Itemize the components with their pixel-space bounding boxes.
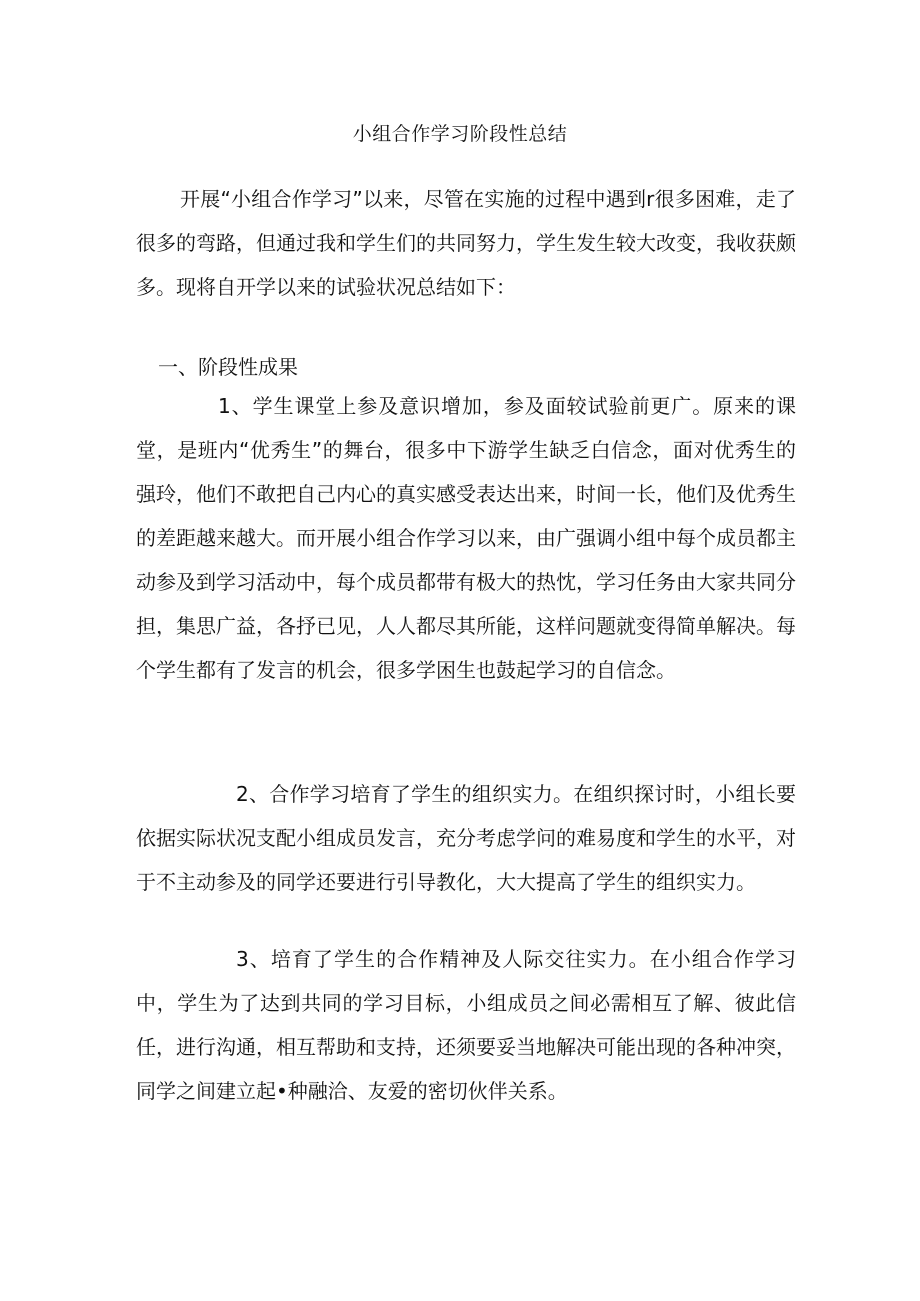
result-item-3: 3、培育了学生的合作精神及人际交往实力。在小组合作学习中，学生为了达到共同的学习目标，小组成员之间必需相互了解、彼此信任，进行沟通，相互帮助和支持，还须要妥当地解决可能出现的各种冲突，同学之间建立起•种融洽、友爱的密切伙伴关系。 bbox=[136, 947, 796, 1103]
document-title: 小组合作学习阶段性总结 bbox=[352, 123, 568, 145]
result-item-2: 2、合作学习培育了学生的组织实力。在组织探讨时，小组长要依据实际状况支配小组成员发言，充分考虑学问的难易度和学生的水平，对于不主动参及的同学还要进行引导教化，大大提高了学生的组织实力。 bbox=[136, 782, 796, 894]
result-item-1: 1、学生课堂上参及意识增加，参及面较试验前更广。原来的课堂，是班内“优秀生”的舞台，很多中下游学生缺乏白信念，面对优秀生的强玲，他们不敢把自己内心的真实感受表达出来，时间一长，他们及优秀生的差距越来越大。而开展小组合作学习以来，由广强调小组中每个成员都主动参及到学习活动中，每个成员都带有极大的热忱，学习任务由大家共同分担，集思广益，各抒已见，人人都尽其所能，这样问题就变得简单解决。每个学生都有了发言的机会，很多学困生也鼓起学习的自信念。 bbox=[136, 394, 796, 682]
section-heading: 一、阶段性成果 bbox=[158, 355, 298, 379]
intro-paragraph: 开展“小组合作学习”以来，尽管在实施的过程中遇到r很多困难，走了很多的弯路，但通过我和学生们的共同努力，学生发生较大改变，我收获颇多。现将自开学以来的试验状况总结如下： bbox=[136, 187, 796, 299]
